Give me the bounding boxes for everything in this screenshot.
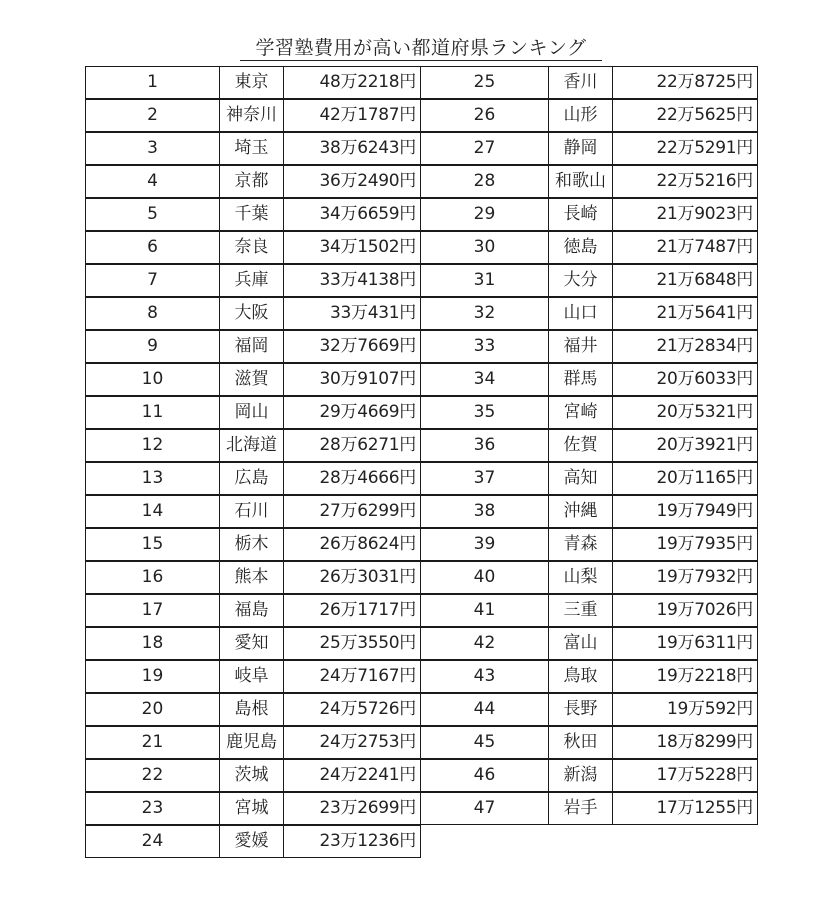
prefecture-cell: 岐阜 [219, 660, 284, 693]
cost-cell: 17万1255円 [612, 792, 758, 825]
rank-cell: 18 [85, 627, 220, 660]
cost-cell: 21万2834円 [612, 330, 758, 363]
cost-cell: 19万7932円 [612, 561, 758, 594]
cost-cell: 21万7487円 [612, 231, 758, 264]
prefecture-cell: 愛媛 [219, 825, 284, 858]
rank-cell: 9 [85, 330, 220, 363]
rank-cell: 44 [420, 693, 549, 726]
prefecture-cell: 広島 [219, 462, 284, 495]
rank-cell: 28 [420, 165, 549, 198]
rank-cell: 27 [420, 132, 549, 165]
cost-cell: 33万431円 [283, 297, 421, 330]
cost-cell: 22万5216円 [612, 165, 758, 198]
prefecture-cell: 長野 [548, 693, 613, 726]
prefecture-cell: 宮崎 [548, 396, 613, 429]
cost-cell: 23万2699円 [283, 792, 421, 825]
cost-cell: 24万2241円 [283, 759, 421, 792]
rank-cell: 2 [85, 99, 220, 132]
cost-cell: 23万1236円 [283, 825, 421, 858]
prefecture-cell: 富山 [548, 627, 613, 660]
rank-cell: 3 [85, 132, 220, 165]
prefecture-cell: 福井 [548, 330, 613, 363]
cost-cell: 38万6243円 [283, 132, 421, 165]
rank-cell: 1 [85, 66, 220, 99]
rank-cell: 32 [420, 297, 549, 330]
rank-cell: 35 [420, 396, 549, 429]
rank-cell: 40 [420, 561, 549, 594]
rank-cell: 14 [85, 495, 220, 528]
cost-cell: 24万7167円 [283, 660, 421, 693]
cost-cell: 19万592円 [612, 693, 758, 726]
cost-cell: 21万5641円 [612, 297, 758, 330]
rank-cell: 10 [85, 363, 220, 396]
rank-cell: 5 [85, 198, 220, 231]
rank-cell: 47 [420, 792, 549, 825]
rank-cell: 37 [420, 462, 549, 495]
cost-cell: 32万7669円 [283, 330, 421, 363]
prefecture-cell: 岡山 [219, 396, 284, 429]
prefecture-cell: 山口 [548, 297, 613, 330]
cost-cell: 22万5625円 [612, 99, 758, 132]
rank-cell: 26 [420, 99, 549, 132]
cost-cell: 24万2753円 [283, 726, 421, 759]
rank-cell: 12 [85, 429, 220, 462]
rank-cell: 30 [420, 231, 549, 264]
rank-cell: 21 [85, 726, 220, 759]
cost-cell: 19万6311円 [612, 627, 758, 660]
cost-cell: 28万4666円 [283, 462, 421, 495]
cost-cell: 34万1502円 [283, 231, 421, 264]
cost-cell: 36万2490円 [283, 165, 421, 198]
rank-cell: 34 [420, 363, 549, 396]
cost-cell: 29万4669円 [283, 396, 421, 429]
cost-cell: 27万6299円 [283, 495, 421, 528]
prefecture-cell: 沖縄 [548, 495, 613, 528]
cost-cell: 21万6848円 [612, 264, 758, 297]
prefecture-cell: 徳島 [548, 231, 613, 264]
prefecture-cell: 群馬 [548, 363, 613, 396]
prefecture-cell: 佐賀 [548, 429, 613, 462]
cost-cell: 30万9107円 [283, 363, 421, 396]
prefecture-cell: 大阪 [219, 297, 284, 330]
rank-cell: 29 [420, 198, 549, 231]
prefecture-cell: 京都 [219, 165, 284, 198]
rank-cell: 15 [85, 528, 220, 561]
cost-cell: 33万4138円 [283, 264, 421, 297]
prefecture-cell: 鳥取 [548, 660, 613, 693]
prefecture-cell: 神奈川 [219, 99, 284, 132]
rank-cell: 6 [85, 231, 220, 264]
cost-cell: 20万3921円 [612, 429, 758, 462]
prefecture-cell: 岩手 [548, 792, 613, 825]
prefecture-cell: 愛知 [219, 627, 284, 660]
prefecture-cell: 島根 [219, 693, 284, 726]
cost-cell: 26万3031円 [283, 561, 421, 594]
rank-cell: 4 [85, 165, 220, 198]
cost-cell: 24万5726円 [283, 693, 421, 726]
prefecture-cell: 福島 [219, 594, 284, 627]
prefecture-cell: 北海道 [219, 429, 284, 462]
rank-cell: 33 [420, 330, 549, 363]
rank-cell: 20 [85, 693, 220, 726]
rank-cell: 22 [85, 759, 220, 792]
cost-cell: 20万1165円 [612, 462, 758, 495]
prefecture-cell: 山形 [548, 99, 613, 132]
rank-cell: 13 [85, 462, 220, 495]
prefecture-cell: 三重 [548, 594, 613, 627]
cost-cell: 19万7026円 [612, 594, 758, 627]
cost-cell: 34万6659円 [283, 198, 421, 231]
cost-cell: 17万5228円 [612, 759, 758, 792]
rank-cell: 24 [85, 825, 220, 858]
rank-cell: 8 [85, 297, 220, 330]
rank-cell: 17 [85, 594, 220, 627]
rank-cell: 19 [85, 660, 220, 693]
prefecture-cell: 山梨 [548, 561, 613, 594]
prefecture-cell: 埼玉 [219, 132, 284, 165]
rank-cell: 42 [420, 627, 549, 660]
rank-cell: 36 [420, 429, 549, 462]
cost-cell: 18万8299円 [612, 726, 758, 759]
prefecture-cell: 栃木 [219, 528, 284, 561]
cost-cell: 28万6271円 [283, 429, 421, 462]
prefecture-cell: 長崎 [548, 198, 613, 231]
cost-cell: 22万8725円 [612, 66, 758, 99]
rank-cell: 25 [420, 66, 549, 99]
cost-cell: 21万9023円 [612, 198, 758, 231]
prefecture-cell: 熊本 [219, 561, 284, 594]
prefecture-cell: 兵庫 [219, 264, 284, 297]
prefecture-cell: 千葉 [219, 198, 284, 231]
cost-cell: 20万5321円 [612, 396, 758, 429]
prefecture-cell: 大分 [548, 264, 613, 297]
rank-cell: 23 [85, 792, 220, 825]
prefecture-cell: 宮城 [219, 792, 284, 825]
prefecture-cell: 茨城 [219, 759, 284, 792]
prefecture-cell: 香川 [548, 66, 613, 99]
cost-cell: 19万7935円 [612, 528, 758, 561]
cost-cell: 26万1717円 [283, 594, 421, 627]
rank-cell: 45 [420, 726, 549, 759]
rank-cell: 38 [420, 495, 549, 528]
rank-cell: 39 [420, 528, 549, 561]
prefecture-cell: 石川 [219, 495, 284, 528]
rank-cell: 41 [420, 594, 549, 627]
cost-cell: 48万2218円 [283, 66, 421, 99]
rank-cell: 16 [85, 561, 220, 594]
rank-cell: 31 [420, 264, 549, 297]
rank-cell: 43 [420, 660, 549, 693]
prefecture-cell: 青森 [548, 528, 613, 561]
cost-cell: 26万8624円 [283, 528, 421, 561]
prefecture-cell: 鹿児島 [219, 726, 284, 759]
cost-cell: 19万2218円 [612, 660, 758, 693]
prefecture-cell: 東京 [219, 66, 284, 99]
rank-cell: 11 [85, 396, 220, 429]
prefecture-cell: 和歌山 [548, 165, 613, 198]
cost-cell: 22万5291円 [612, 132, 758, 165]
rank-cell: 46 [420, 759, 549, 792]
prefecture-cell: 新潟 [548, 759, 613, 792]
cost-cell: 42万1787円 [283, 99, 421, 132]
cost-cell: 19万7949円 [612, 495, 758, 528]
prefecture-cell: 奈良 [219, 231, 284, 264]
prefecture-cell: 福岡 [219, 330, 284, 363]
prefecture-cell: 高知 [548, 462, 613, 495]
prefecture-cell: 秋田 [548, 726, 613, 759]
cost-cell: 20万6033円 [612, 363, 758, 396]
prefecture-cell: 滋賀 [219, 363, 284, 396]
page-title: 学習塾費用が高い都道府県ランキング [240, 36, 602, 61]
rank-cell: 7 [85, 264, 220, 297]
cost-cell: 25万3550円 [283, 627, 421, 660]
prefecture-cell: 静岡 [548, 132, 613, 165]
